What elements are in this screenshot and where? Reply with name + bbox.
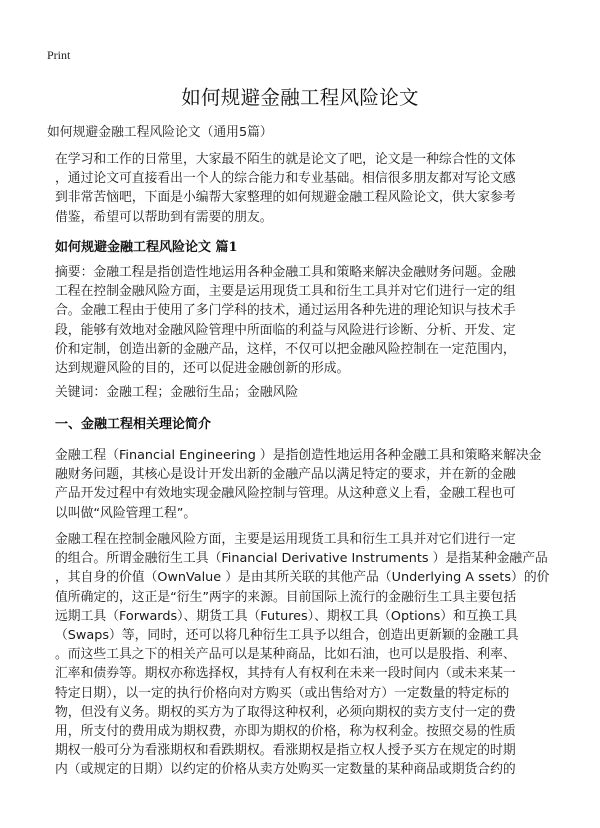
abstract-paragraph: [55, 263, 555, 378]
print-label[interactable]: Print: [47, 48, 71, 62]
text-line: 到非常苦恼吧，下面是小编帮大家整理的如何规避金融工程风险论文，供大家参考: [55, 190, 516, 206]
text-line: 内（或规定的日期）以约定的价格从卖方处购买一定数量的某种商品或期货合约的: [55, 762, 516, 778]
subsection-heading: 一、金融工程相关理论简介: [55, 417, 212, 432]
text-line: 用，所支付的费用成为期权费，亦即为期权的价格，称为权利金。按照交易的性质: [55, 724, 516, 740]
text-line: 特定日期），以一定的执行价格向对方购买（或出售给对方）一定数量的特定标的: [55, 685, 510, 701]
text-line: 借鉴，希望可以帮助到有需要的朋友。: [55, 209, 273, 225]
keywords: 关键词：金融工程；金融衍生品；金融风险: [55, 385, 299, 400]
text-line: 合。金融工程由于使用了多门学科的技术，通过运用各种先进的理论知识与技术手: [55, 303, 516, 319]
text-line: 金融工程（Financial Engineering ）是指创造性地运用各种金融工具和策略来解决金: [55, 448, 542, 463]
text-line: 的组合。所谓金融衍生工具（Financial Derivative Instruments ）是指某种金融产品: [55, 551, 548, 567]
text-line: 融财务问题，其核心是设计开发出新的金融产品以满足特定的要求，并在新的金融: [55, 467, 516, 483]
definition-paragraph: [55, 446, 555, 523]
text-line: 值所确定的，这正是“衍生”两字的来源。目前国际上流行的金融衍生工具主要包括: [55, 589, 517, 605]
text-line: 工程在控制金融风险方面，主要是运用现货工具和衍生工具并对它们进行一定的组: [55, 284, 516, 300]
text-line: 期权一般可分为看涨期权和看跌期权。看涨期权是指立权人授予买方在规定的时期: [55, 743, 516, 759]
page-subtitle: 如何规避金融工程风险论文（通用5篇）: [47, 125, 273, 140]
text-line: ，通过论文可直接看出一个人的综合能力和专业基础。相信很多朋友都对写论文感: [55, 171, 516, 187]
text-line: 金融工程在控制金融风险方面，主要是运用现货工具和衍生工具并对它们进行一定: [55, 532, 516, 547]
text-line: ，其自身的价值（OwnValue ）是由其所关联的其他产品（Underlying A ssets）的价: [55, 570, 550, 586]
text-line: 。而这些工具之下的相关产品可以是某种商品，比如石油，也可以是股指、利率、: [55, 647, 516, 663]
text-line: 物，但没有义务。期权的买方为了取得这种权利，必须向期权的卖方支付一定的费: [55, 704, 516, 720]
text-line: （Swaps）等，同时，还可以将几种衍生工具予以组合，创造出更新颖的金融工具: [55, 628, 519, 644]
text-line: 价和定制，创造出新的金融产品，这样，不仅可以把金融风险控制在一定范围内，: [55, 341, 516, 357]
intro-paragraph: [55, 150, 555, 227]
text-line: 远期工具（Forwards）、期货工具（Futures）、期权工具（Options）和互换工具: [55, 608, 518, 624]
text-line: 达到规避风险的目的，还可以促进金融创新的形成。: [55, 361, 350, 377]
page-title: 如何规避金融工程风险论文: [181, 86, 419, 109]
keywords-line: [55, 383, 555, 402]
text-line: 段，能够有效地对金融风险管理中所面临的利益与风险进行诊断、分析、开发、定: [55, 322, 516, 338]
text-line: 以叫做“风险管理工程”。: [55, 505, 197, 521]
text-line: 在学习和工作的日常里，大家最不陌生的就是论文了吧，论文是一种综合性的文体: [55, 152, 516, 167]
text-line: 汇率和债券等。期权亦称选择权，其持有人有权利在未来一段时间内（或未来某一: [55, 666, 516, 682]
derivatives-paragraph: [55, 530, 555, 780]
text-line: 产品开发过程中有效地实现金融风险控制与管理。从这种意义上看，金融工程也可: [55, 486, 516, 502]
text-line: 摘要：金融工程是指创造性地运用各种金融工具和策略来解决金融财务问题。金融: [55, 265, 516, 280]
section-heading: 如何规避金融工程风险论文 篇1: [55, 240, 238, 255]
